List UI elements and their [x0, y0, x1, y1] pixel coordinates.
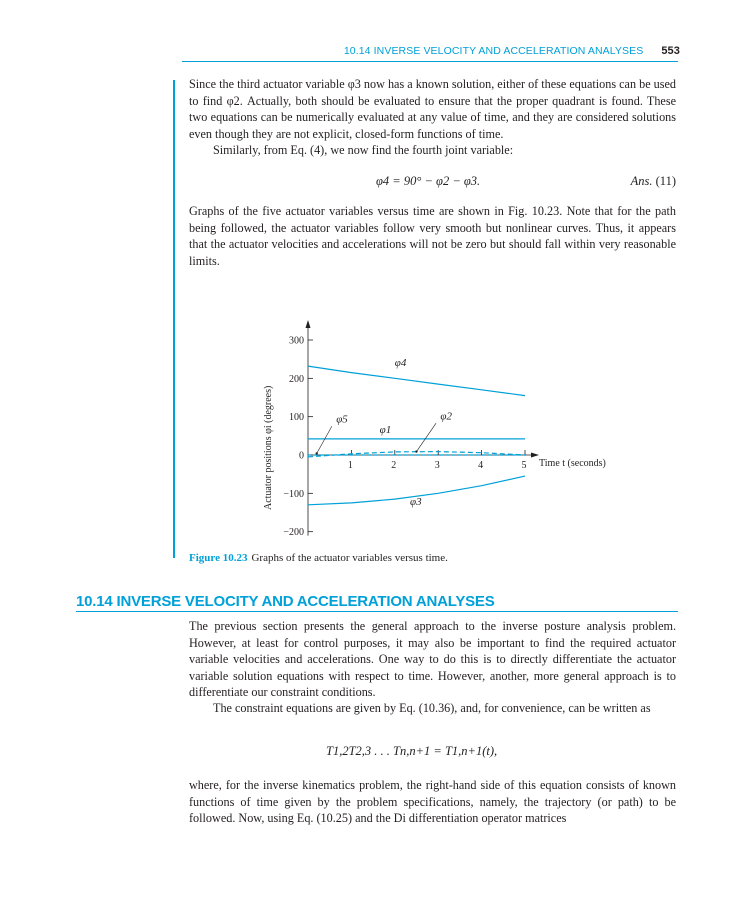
x-tick-label: 2: [391, 460, 397, 471]
figure-caption-text: Graphs of the actuator variables versus time.: [251, 552, 448, 564]
y-tick-label: −100: [283, 488, 304, 500]
x-tick-label: 4: [478, 460, 484, 471]
y-axis-arrow: [306, 320, 311, 328]
running-title: 10.14 INVERSE VELOCITY AND ACCELERATION ANALYSES: [343, 45, 644, 57]
ans-label: Ans.: [630, 174, 653, 188]
actuator-chart: [255, 312, 625, 552]
leader-tip-φ2: [415, 450, 417, 452]
example-side-bar: [173, 80, 175, 558]
y-tick-label: 100: [289, 412, 304, 424]
x-tick-label: 5: [521, 460, 527, 471]
section-rule: [76, 611, 678, 612]
leader-line-φ2: [417, 423, 437, 451]
equation-11: φ4 = 90° − φ2 − φ3.: [376, 174, 481, 188]
page-number: 553: [661, 45, 680, 57]
leader-line-φ5: [317, 426, 332, 453]
curve-label-φ5: φ5: [336, 413, 348, 426]
leader-tip-φ5: [315, 452, 317, 454]
y-tick-label: 0: [299, 450, 304, 462]
paragraph-5: The constraint equations are given by Eq. (10.36), and, for convenience, can be written as: [213, 701, 651, 715]
y-tick-label: −200: [283, 527, 304, 539]
figure-label: Figure 10.23: [189, 552, 248, 564]
curve-label-φ3: φ3: [409, 495, 422, 508]
y-tick-label: 300: [289, 335, 304, 347]
series-line-φ4: [308, 366, 525, 396]
equation-number: (11): [655, 174, 676, 188]
running-header: [344, 45, 680, 57]
y-axis-label: Actuator positions φi (degrees): [263, 385, 274, 511]
x-axis-label: Time t (seconds): [539, 458, 606, 469]
constraint-equation: T1,2T2,3 . . . Tn,n+1 = T1,n+1(t),: [326, 744, 498, 758]
x-tick-label: 1: [347, 460, 353, 471]
paragraph-6: where, for the inverse kinematics problem, the right-hand side of this equation consists of known functions of time given by the problem specifications, namely, the trajectory (or path) to be followed. Now, using Eq. (10.25) and the Di differentiation operator matrices: [189, 778, 676, 826]
curve-label-φ1: φ1: [379, 423, 392, 436]
y-tick-label: 200: [289, 373, 304, 385]
equation-11-label: [631, 174, 676, 189]
header-rule: [182, 61, 678, 62]
paragraph-3: Graphs of the five actuator variables versus time are shown in Fig. 10.23. Note that for the path being followed, the actuator variables follow very smooth but nonlinear curves. Thus, it appears that the actuator velocities and accelerations will not be zero but should fall within very reasonable limits.: [189, 204, 676, 268]
section-heading: 10.14 INVERSE VELOCITY AND ACCELERATION ANALYSES: [76, 593, 495, 610]
paragraph-4: The previous section presents the general approach to the inverse posture analysis problem. However, at least for control purposes, it may also be important to find the required actuator variable velocities and accelerations. One way to do this is to directly differentiate the actuator variable solution equations with respect to time. However, another, more general approach is to differentiate our constraint conditions.: [189, 619, 676, 700]
x-axis-arrow: [531, 453, 539, 458]
x-tick-label: 3: [434, 460, 440, 471]
curve-label-φ4: φ4: [394, 357, 407, 370]
figure-caption: [189, 552, 448, 564]
paragraph-1: Since the third actuator variable φ3 now has a known solution, either of these equations can be used to find φ2. Actually, both should be evaluated to ensure that the proper quadrant is found. These two equations can be numerically evaluated at any value of time, and they are considered solutions even though they are not explicit, closed-form functions of time.: [189, 77, 676, 141]
chart-series: [308, 366, 525, 505]
figure-10-23: [255, 312, 625, 552]
curve-label-φ2: φ2: [440, 410, 452, 423]
chart-labels: [263, 336, 606, 539]
paragraph-2: Similarly, from Eq. (4), we now find the fourth joint variable:: [213, 143, 514, 157]
